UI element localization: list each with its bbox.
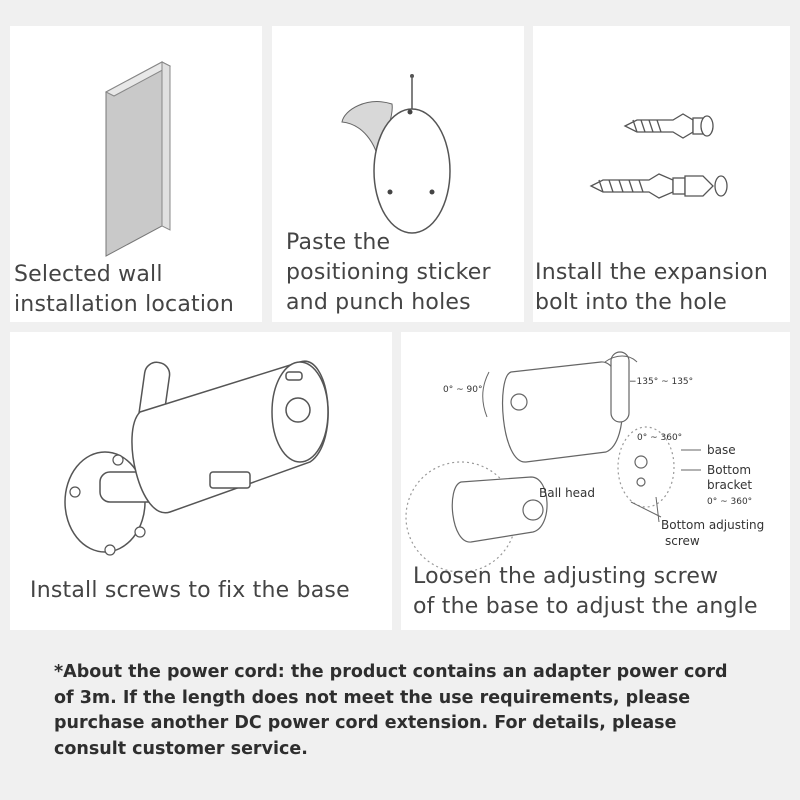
- screw-1: [113, 455, 123, 465]
- camera-body-detail: [503, 362, 623, 462]
- step-3-caption-line-2: bolt into the hole: [535, 290, 728, 315]
- bottom-screw-label-line-2: screw: [665, 534, 700, 548]
- bottom-screw-label-line-1: Bottom adjusting: [661, 518, 765, 532]
- step-2-caption-line-2: positioning sticker: [286, 260, 491, 285]
- note-line-3: purchase another DC power cord extension. For details, please: [54, 713, 677, 733]
- step-adjust-panel: [401, 332, 790, 630]
- expansion-bolt-2: [591, 174, 727, 198]
- bottom-bracket-label-line-2: bracket: [707, 478, 753, 492]
- step-2-caption-line-1: Paste the: [286, 230, 391, 255]
- step-1-caption-line-2: installation location: [14, 292, 234, 317]
- step-4-caption: Install screws to fix the base: [30, 578, 350, 603]
- step-sticker-panel: [272, 26, 524, 322]
- pan-range-label: −135° ~ 135°: [629, 377, 694, 387]
- step-3-caption-line-1: Install the expansion: [535, 260, 769, 285]
- step-5-caption-line-1: Loosen the adjusting screw: [413, 564, 719, 589]
- base-label: base: [707, 443, 736, 457]
- step-wall-panel: [10, 26, 262, 322]
- base-rotation-label: 0° ~ 360°: [637, 433, 683, 443]
- step-2-caption-line-3: and punch holes: [286, 290, 471, 315]
- note-line-4: consult customer service.: [54, 738, 308, 759]
- bracket-range-label: 0° ~ 360°: [707, 497, 753, 507]
- tilt-range-label: 0° ~ 90°: [443, 385, 483, 395]
- step-screws-panel: [10, 332, 392, 630]
- note-line-1: *About the power cord: the product contains an adapter power cord: [54, 662, 728, 682]
- step-bolt-panel: [533, 26, 790, 322]
- camera-lens: [286, 398, 310, 422]
- screw-2: [70, 487, 80, 497]
- step-5-caption-line-2: of the base to adjust the angle: [413, 594, 758, 619]
- step-1-caption-line-1: Selected wall: [14, 262, 163, 287]
- ball-head-label: Ball head: [539, 486, 596, 500]
- note-line-2: of 3m. If the length does not meet the use requirements, please: [54, 687, 691, 708]
- screw-4: [105, 545, 115, 555]
- expansion-bolt-1: [625, 114, 713, 138]
- screw-3: [135, 527, 145, 537]
- power-cord-note: [54, 660, 774, 762]
- bottom-bracket-label-line-1: Bottom: [707, 463, 752, 477]
